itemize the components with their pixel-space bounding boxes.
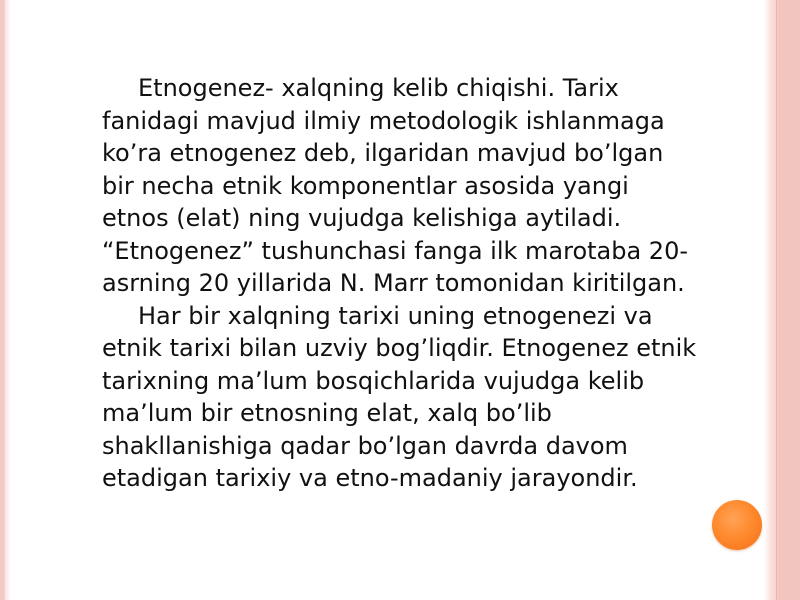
orange-circle-decoration <box>712 500 762 550</box>
left-border-stripe <box>0 0 11 600</box>
slide-body-text <box>102 72 702 495</box>
right-border-line <box>776 0 777 600</box>
right-border-stripe <box>764 0 800 600</box>
paragraph-etnogenez-history: Har bir xalqning tarixi uning etnogenezi va etnik tarixi bilan uzviy bog’liqdir. Etnogenez etnik tarixning ma’lum bosqichlarida vujudga kelib ma’lum bir etnosning elat, xalq bo’lib shakllanishiga qadar bo’lgan davrda davom etadigan tarixiy va etno-madaniy jarayondir. <box>102 301 697 492</box>
paragraph-etnogenez-definition: Etnogenez- xalqning kelib chiqishi. Tarix fanidagi mavjud ilmiy metodologik ishlanmaga ko’ra etnogenez deb, ilgaridan mavjud bo’lgan bir necha etnik komponentlar asosida yangi etnos (elat) ning vujudga kelishiga aytiladi. “Etnogenez” tushunchasi fanga ilk marotaba 20- asrning 20 yillarida N. Marr tomonidan kiritilgan. <box>102 74 689 297</box>
